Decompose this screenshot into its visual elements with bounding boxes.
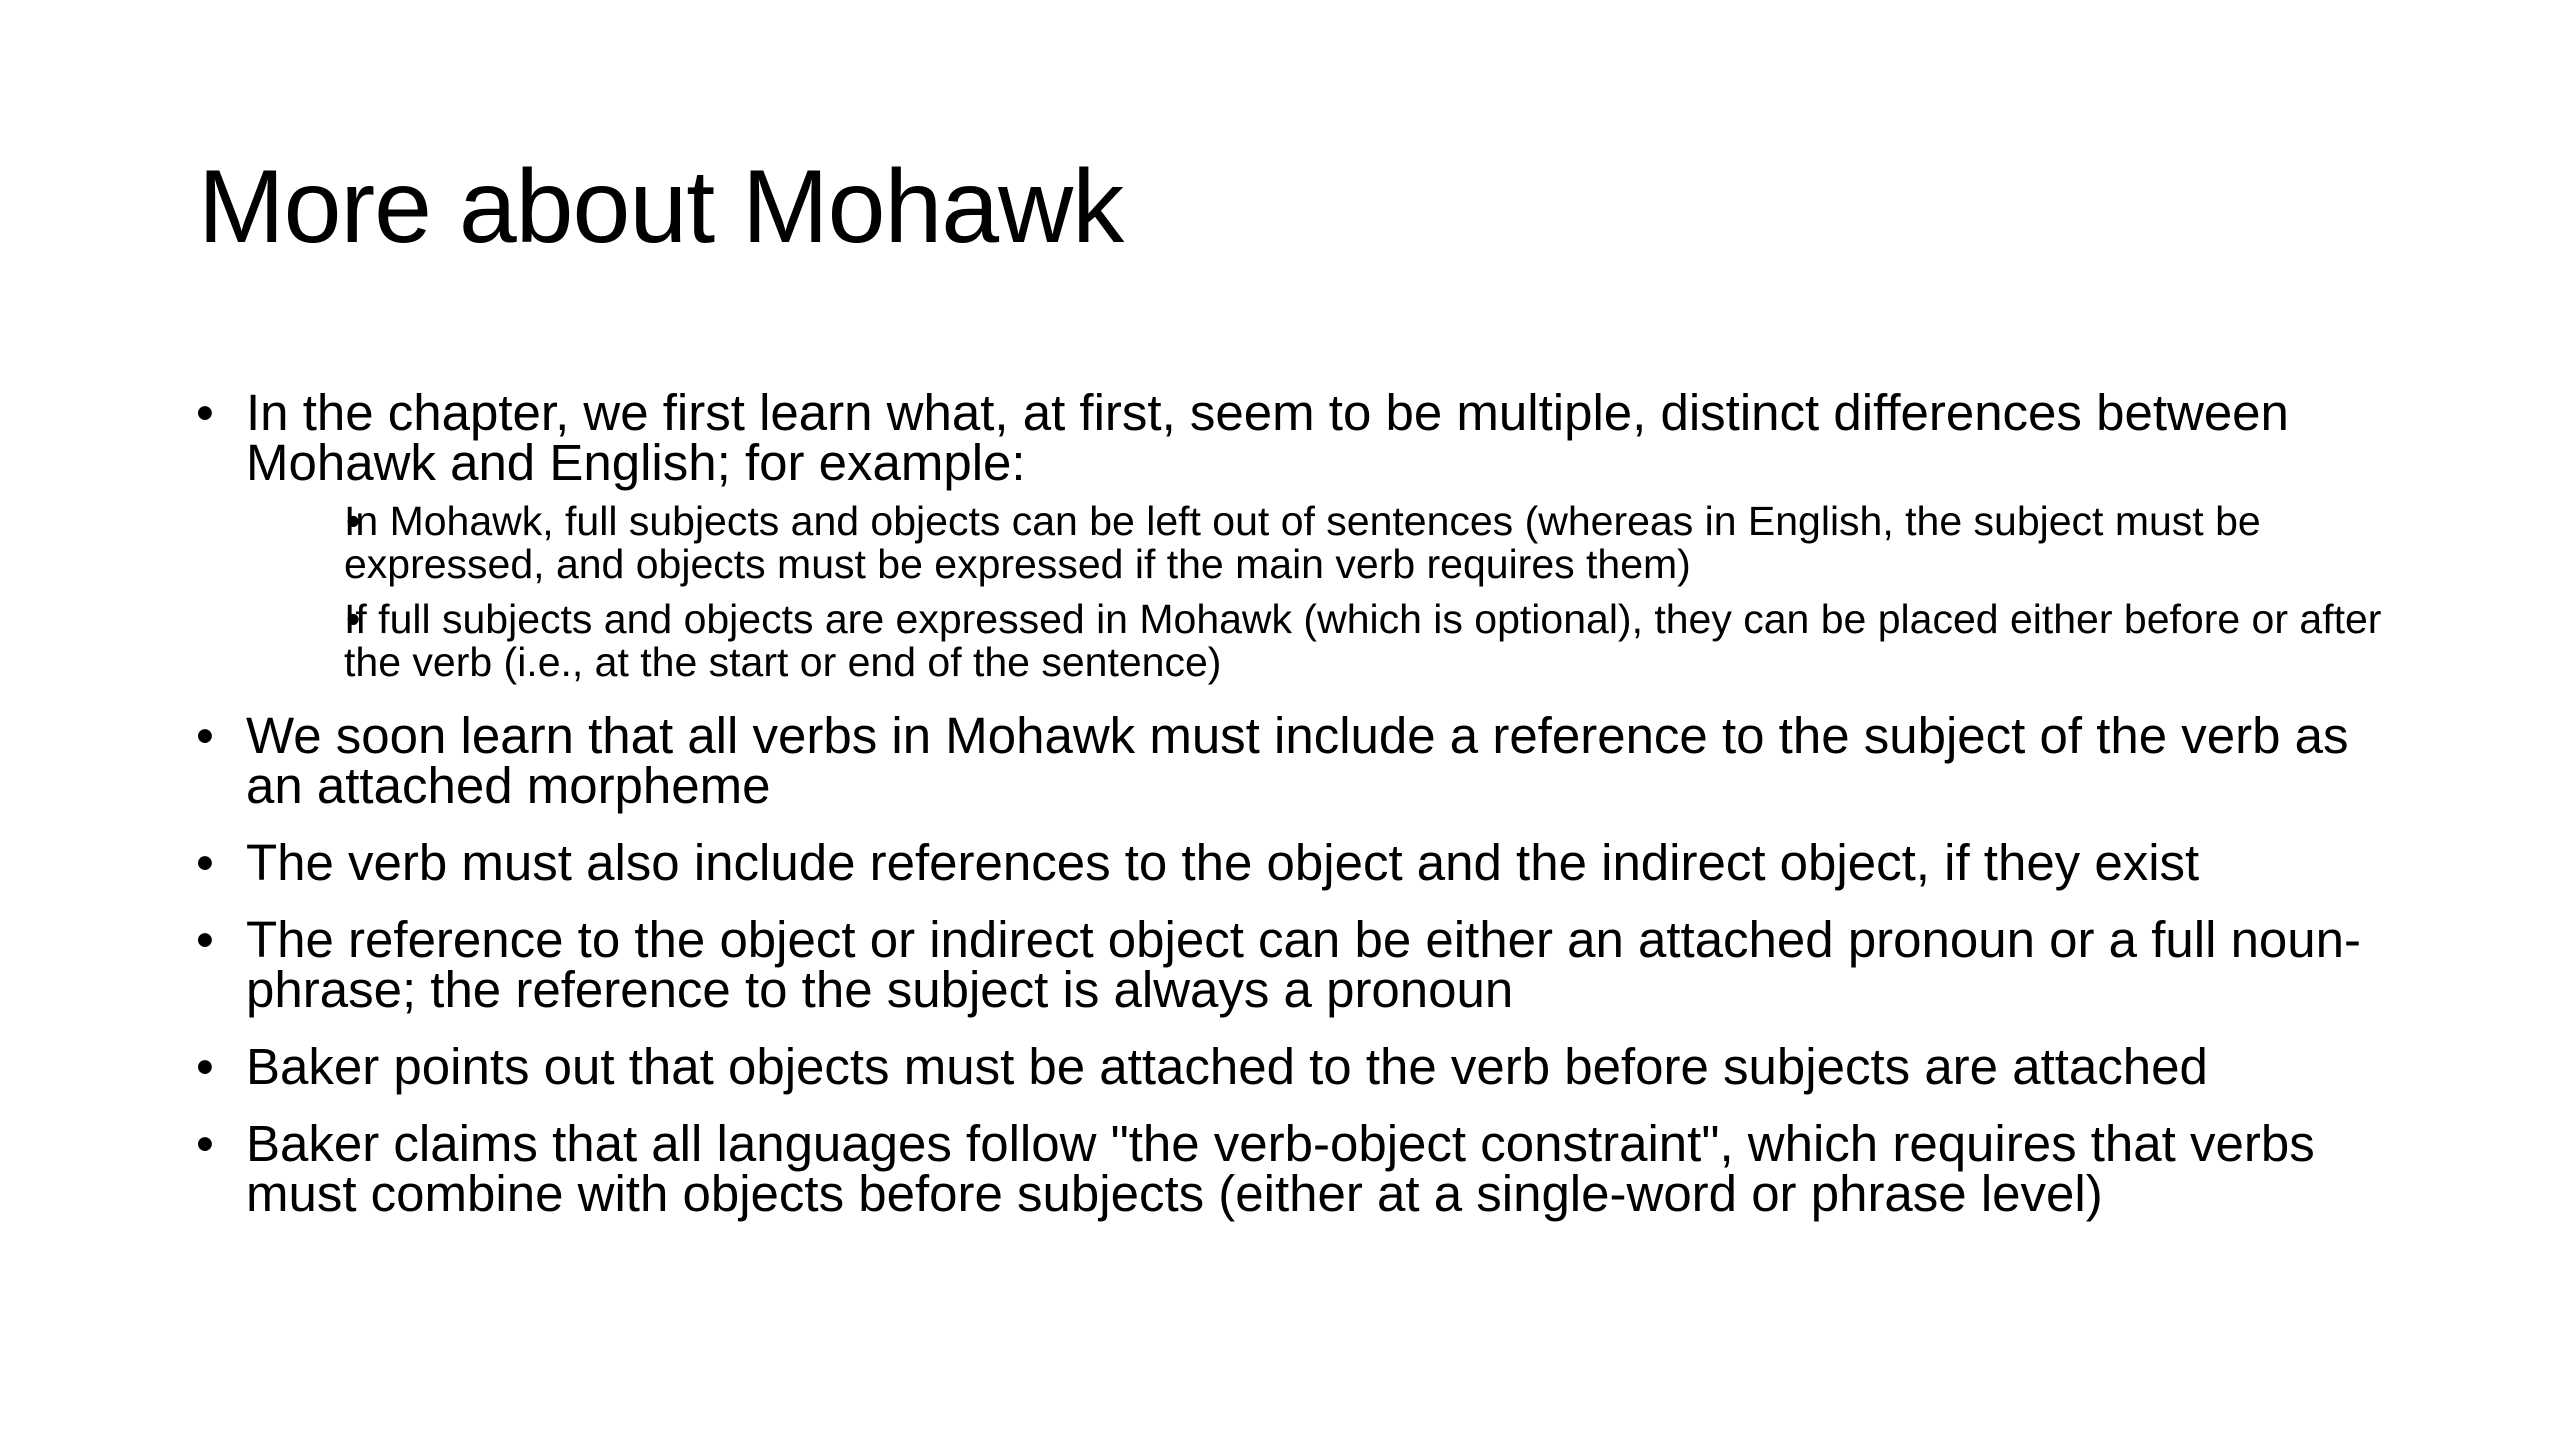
bullet-text: In the chapter, we first learn what, at first, seem to be multiple, distinct differences between Mohawk and English; for example: (246, 384, 2289, 491)
bullet-text: Baker points out that objects must be attached to the verb before subjects are attached (246, 1038, 2208, 1095)
sub-bullet-text: • In Mohawk, full subjects and objects can be left out of sentences (whereas in English, the subject must be expressed, and objects must be expressed if the main verb requires them) (344, 498, 2261, 587)
bullet-item (196, 384, 2416, 685)
sub-bullet-item (246, 500, 2416, 586)
bullet-item (196, 911, 2416, 1018)
bullet-text: The reference to the object or indirect object can be either an attached pronoun or a full noun-phrase; the reference to the subject is always a pronoun (246, 911, 2362, 1018)
bullet-list (196, 384, 2416, 1246)
sub-bullet-item (246, 598, 2416, 684)
bullet-item (196, 1115, 2416, 1222)
sub-bullet-text: • If full subjects and objects are expressed in Mohawk (which is optional), they can be placed either before or after the verb (i.e., at the start or end of the sentence) (344, 596, 2382, 685)
bullet-item (196, 1038, 2416, 1095)
bullet-text: The verb must also include references to the object and the indirect object, if they exist (246, 834, 2200, 891)
bullet-item (196, 707, 2416, 814)
slide-title: More about Mohawk (198, 149, 1124, 265)
sub-bullet-list (246, 500, 2416, 684)
bullet-text: We soon learn that all verbs in Mohawk must include a reference to the subject of the verb as an attached morpheme (246, 707, 2349, 814)
bullet-item (196, 834, 2416, 891)
bullet-text: Baker claims that all languages follow "the verb-object constraint", which requires that verbs must combine with objects before subjects (either at a single-word or phrase level) (246, 1115, 2315, 1222)
